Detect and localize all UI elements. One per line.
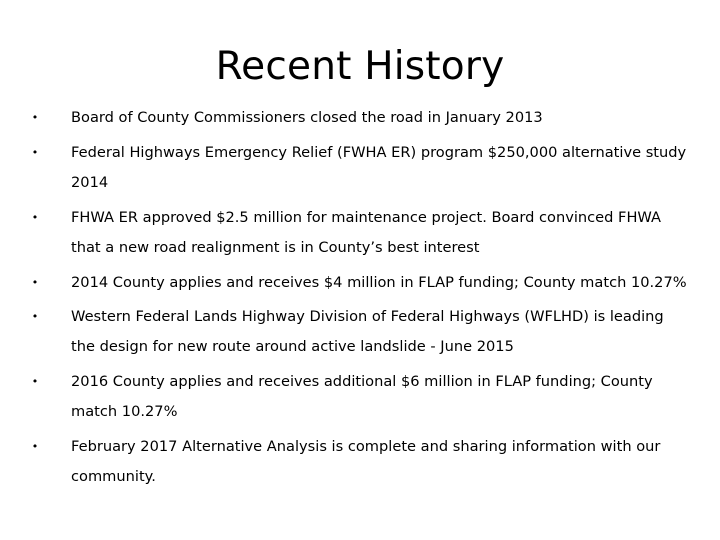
bullet-icon: • bbox=[31, 310, 39, 323]
bullet-text: 2014 County applies and receives $4 million in FLAP funding; County match 10.27% bbox=[71, 274, 687, 291]
bullet-text: 2016 County applies and receives additional $6 million in FLAP funding; County match 10.27% bbox=[71, 373, 653, 420]
bullet-icon: • bbox=[31, 276, 39, 289]
bullet-icon: • bbox=[31, 375, 39, 388]
bullet-icon: • bbox=[31, 111, 39, 124]
bullet-text: February 2017 Alternative Analysis is complete and sharing information with our community. bbox=[71, 438, 661, 485]
bullet-icon: • bbox=[31, 440, 39, 453]
bullet-text: Federal Highways Emergency Relief (FWHA ER) program $250,000 alternative study 2014 bbox=[71, 144, 687, 191]
bullet-icon: • bbox=[31, 146, 39, 159]
bullet-text: FHWA ER approved $2.5 million for maintenance project. Board convinced FHWA that a new road realignment is in County’s best interest bbox=[71, 209, 662, 256]
bullet-icon: • bbox=[31, 211, 39, 224]
bullet-text: Western Federal Lands Highway Division of Federal Highways (WFLHD) is leading the design for new route around active landslide - June 2015 bbox=[71, 308, 664, 355]
slide-title: Recent History bbox=[215, 44, 505, 89]
bullet-text: Board of County Commissioners closed the road in January 2013 bbox=[71, 109, 543, 126]
